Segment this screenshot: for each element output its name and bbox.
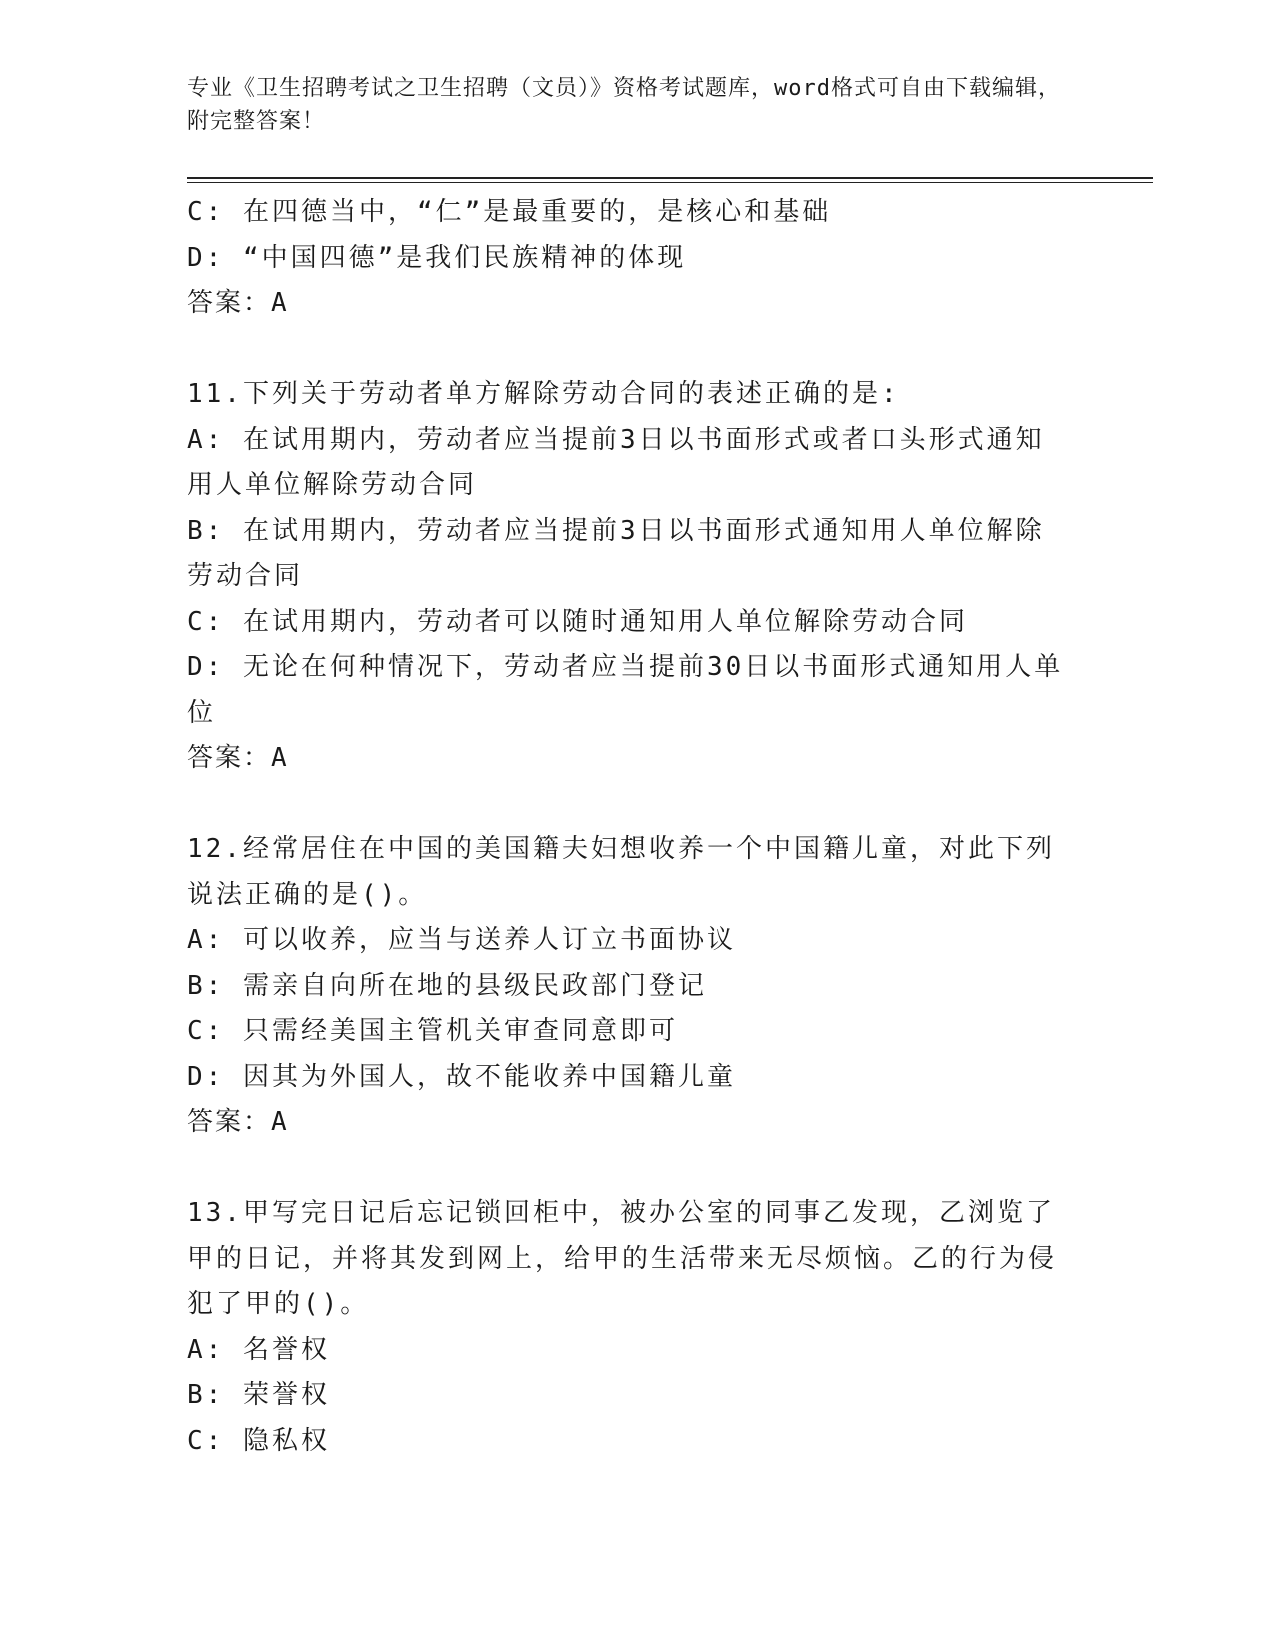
option-a: A: 名誉权 [187, 1334, 330, 1365]
spacer [187, 327, 1067, 373]
question-stem: 13.甲写完日记后忘记锁回柜中，被办公室的同事乙发现，乙浏览了甲的日记，并将其发到网上，给甲的生活带来无尽烦恼。乙的行为侵犯了甲的()。 [187, 1198, 1058, 1319]
answer: 答案：A [187, 1107, 289, 1137]
question-12 [187, 827, 1067, 1146]
header-divider-thin [187, 182, 1153, 183]
option-b: B: 需亲自向所在地的县级民政部门登记 [187, 970, 707, 1001]
option-c: C: 只需经美国主管机关审查同意即可 [187, 1016, 678, 1046]
question-list [187, 190, 1067, 1464]
question-11 [187, 372, 1067, 782]
option-a: A: 可以收养，应当与送养人订立书面协议 [187, 925, 736, 955]
spacer [187, 1146, 1067, 1192]
spacer [187, 782, 1067, 828]
question-stem: 12.经常居住在中国的美国籍夫妇想收养一个中国籍儿童，对此下列说法正确的是()。 [187, 834, 1055, 910]
option-a: A: 在试用期内，劳动者应当提前3日以书面形式或者口头形式通知用人单位解除劳动合同 [187, 424, 1045, 500]
header-divider-thick [187, 177, 1153, 179]
option-c: C: 隐私权 [187, 1425, 330, 1456]
document-header: 专业《卫生招聘考试之卫生招聘（文员）》资格考试题库，word格式可自由下载编辑，附完整答案！ [187, 76, 1061, 134]
prev-option-c: C: 在四德当中，“仁”是最重要的，是核心和基础 [187, 197, 832, 227]
option-d: D: 无论在何种情况下，劳动者应当提前30日以书面形式通知用人单位 [187, 652, 1064, 728]
question-13 [187, 1191, 1067, 1464]
prev-answer: 答案：A [187, 288, 289, 318]
answer: 答案：A [187, 743, 289, 773]
question-stem: 11.下列关于劳动者单方解除劳动合同的表述正确的是: [187, 379, 900, 409]
option-c: C: 在试用期内，劳动者可以随时通知用人单位解除劳动合同 [187, 606, 968, 637]
option-b: B: 荣誉权 [187, 1380, 330, 1410]
option-b: B: 在试用期内，劳动者应当提前3日以书面形式通知用人单位解除劳动合同 [187, 515, 1045, 591]
prev-option-d: D: “中国四德”是我们民族精神的体现 [187, 242, 687, 273]
option-d: D: 因其为外国人，故不能收养中国籍儿童 [187, 1061, 736, 1092]
